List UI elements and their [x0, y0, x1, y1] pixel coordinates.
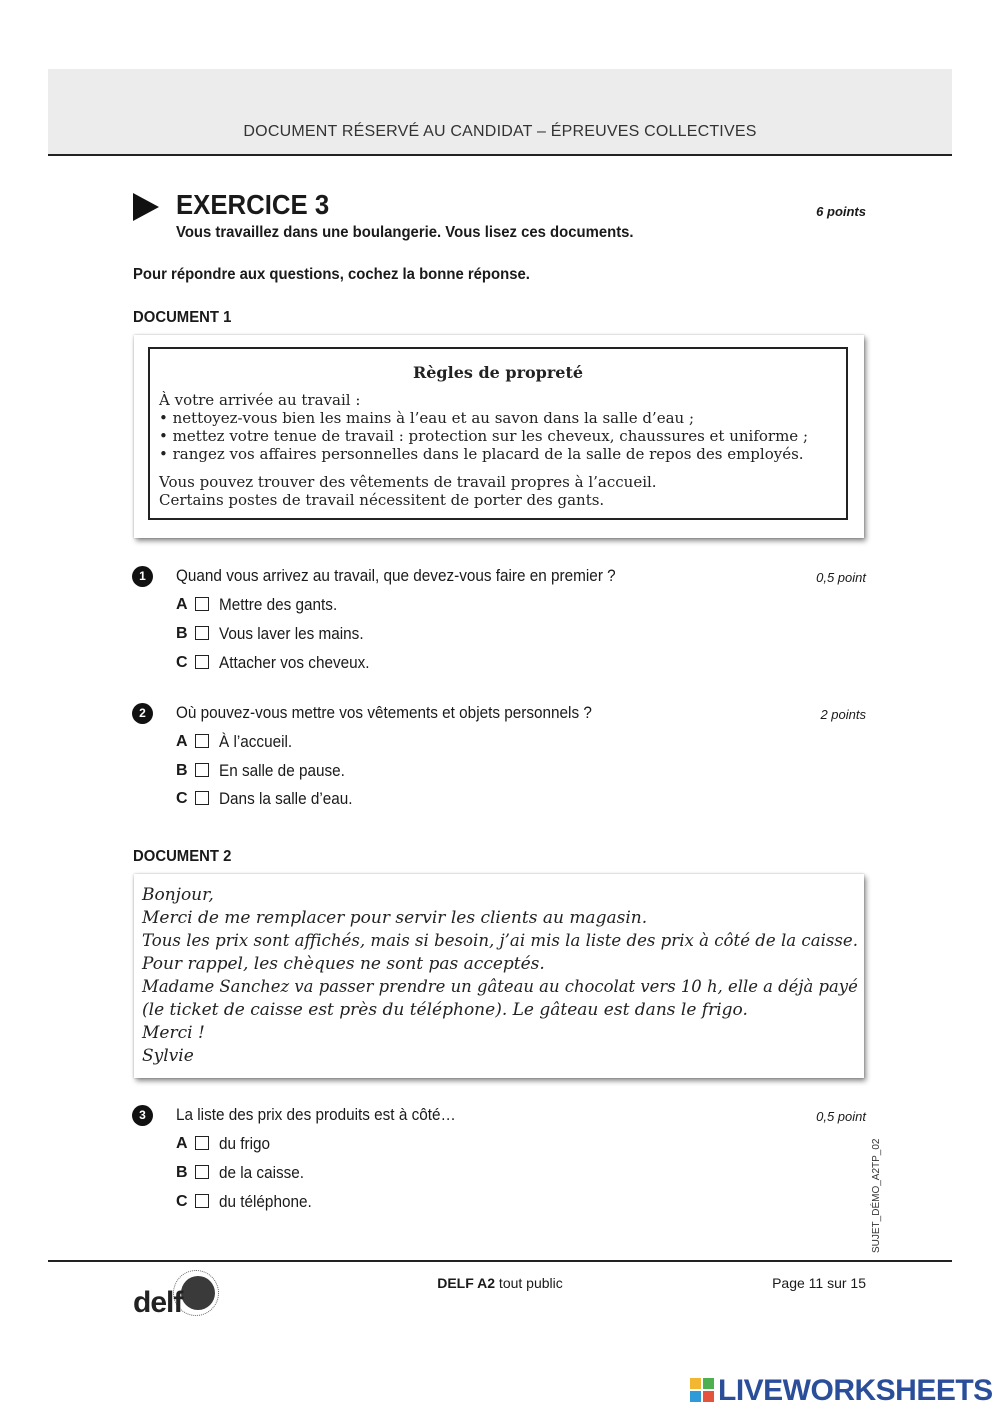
document1-line: • nettoyez-vous bien les mains à l’eau et au savon dans la salle d’eau ;	[159, 409, 695, 427]
option-text: Vous laver les mains.	[219, 624, 364, 643]
note-line: Merci !	[142, 1023, 205, 1043]
option-text: du frigo	[219, 1134, 271, 1153]
option-letter: B	[176, 1164, 188, 1181]
question-text: Quand vous arrivez au travail, que devez-vous faire en premier ?	[176, 566, 616, 585]
option-checkbox[interactable]	[195, 763, 209, 777]
option-checkbox[interactable]	[195, 655, 209, 669]
document1-line: • rangez vos affaires personnelles dans le placard de la salle de repos des employés.	[159, 445, 804, 463]
footer-exam-level: DELF A2	[437, 1275, 496, 1291]
option-letter: A	[176, 596, 188, 613]
delf-logo-text: delf	[133, 1286, 183, 1319]
option-letter: A	[176, 1135, 188, 1152]
footer-exam-audience: tout public	[495, 1275, 563, 1291]
option-letter: B	[176, 762, 188, 779]
option-text: À l’accueil.	[219, 732, 293, 751]
note-line: (le ticket de caisse est près du téléphone). Le gâteau est dans le frigo.	[142, 1000, 748, 1020]
exercise-title: EXERCICE 3	[176, 189, 330, 220]
option-letter: C	[176, 790, 188, 807]
option-letter: B	[176, 625, 188, 642]
option-text: En salle de pause.	[219, 761, 345, 780]
option-text: Attacher vos cheveux.	[219, 653, 370, 672]
document1-label: DOCUMENT 1	[133, 309, 232, 326]
lw-square	[703, 1378, 714, 1389]
note-line: Tous les prix sont affichés, mais si besoin, j’ai mis la liste des prix à côté de la caisse.	[142, 931, 858, 951]
note-line: Bonjour,	[142, 885, 214, 905]
note-line: Madame Sanchez va passer prendre un gâteau au chocolat vers 10 h, elle a déjà payé	[142, 977, 858, 997]
option-checkbox[interactable]	[195, 734, 209, 748]
option-checkbox[interactable]	[195, 791, 209, 805]
question-number-badge: 2	[132, 703, 153, 724]
question-text: Où pouvez-vous mettre vos vêtements et objets personnels ?	[176, 703, 592, 722]
liveworksheets-text: LIVEWORKSHEETS	[718, 1374, 993, 1407]
option-checkbox[interactable]	[195, 597, 209, 611]
note-line: Pour rappel, les chèques ne sont pas acceptés.	[142, 954, 545, 974]
document1-line: À votre arrivée au travail :	[159, 391, 361, 409]
exercise-instruction: Pour répondre aux questions, cochez la bonne réponse.	[133, 266, 530, 283]
lw-square	[703, 1391, 714, 1402]
option-checkbox[interactable]	[195, 1165, 209, 1179]
question-text: La liste des prix des produits est à côté…	[176, 1105, 456, 1124]
header-title: DOCUMENT RÉSERVÉ AU CANDIDAT – ÉPREUVES COLLECTIVES	[243, 123, 757, 140]
option-text: Mettre des gants.	[219, 595, 338, 614]
document1-line: Certains postes de travail nécessitent de porter des gants.	[159, 491, 605, 509]
exercise-subtitle: Vous travaillez dans une boulangerie. Vous lisez ces documents.	[176, 224, 634, 241]
header-band	[48, 69, 952, 156]
question-points: 0,5 point	[816, 570, 866, 585]
option-checkbox[interactable]	[195, 1194, 209, 1208]
option-letter: C	[176, 1193, 188, 1210]
note-line: Merci de me remplacer pour servir les clients au magasin.	[142, 908, 648, 928]
document1-line: Vous pouvez trouver des vêtements de travail propres à l’accueil.	[159, 473, 657, 491]
footer-divider	[48, 1260, 952, 1262]
option-text: du téléphone.	[219, 1192, 312, 1211]
option-letter: A	[176, 733, 188, 750]
option-checkbox[interactable]	[195, 1136, 209, 1150]
document1-title: Règles de propreté	[412, 363, 584, 382]
exercise-points: 6 points	[816, 204, 866, 219]
document2-card	[134, 874, 864, 1078]
document1-frame	[148, 347, 848, 520]
document2-label: DOCUMENT 2	[133, 848, 232, 865]
liveworksheets-icon	[690, 1378, 716, 1404]
document-code: SUJET_DÉMO_A2TP_02	[871, 1138, 882, 1253]
option-text: Dans la salle d’eau.	[219, 789, 353, 808]
note-signature: Sylvie	[142, 1046, 194, 1066]
lw-square	[690, 1391, 701, 1402]
option-letter: C	[176, 654, 188, 671]
play-arrow-icon	[133, 193, 159, 221]
lw-square	[690, 1378, 701, 1389]
page-number: Page 11 sur 15	[772, 1275, 866, 1291]
question-number-badge: 1	[132, 566, 153, 587]
question-points: 0,5 point	[816, 1109, 866, 1124]
option-text: de la caisse.	[219, 1163, 305, 1182]
document1-line: • mettez votre tenue de travail : protection sur les cheveux, chaussures et uniforme ;	[159, 427, 809, 445]
option-checkbox[interactable]	[195, 626, 209, 640]
question-points: 2 points	[820, 707, 866, 722]
question-number-badge: 3	[132, 1105, 153, 1126]
